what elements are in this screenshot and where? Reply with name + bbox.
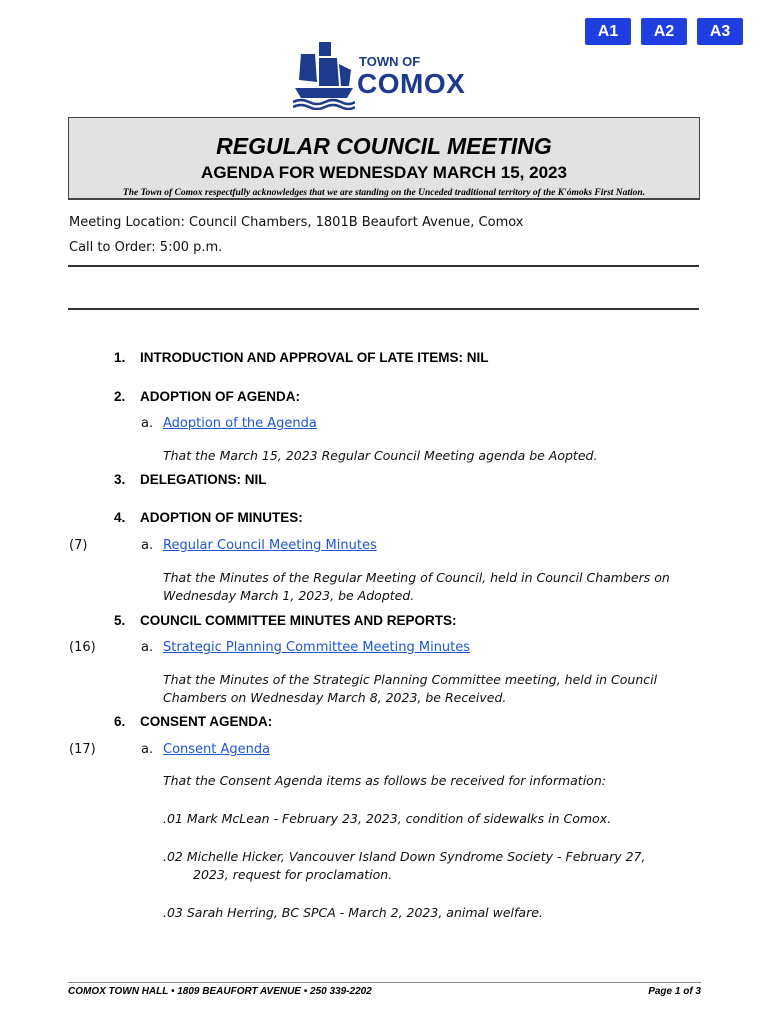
agenda-item-6 (114, 714, 272, 729)
subitem-letter: a. (141, 416, 154, 431)
consent-item: .03 Sarah Herring, BC SPCA - March 2, 2023, animal welfare. (163, 905, 543, 920)
item-number: 3. (114, 472, 126, 487)
consent-item: .02 Michelle Hicker, Vancouver Island Down Syndrome Society - February 27, 2023, request for proclamation. (163, 849, 646, 882)
tab-a1[interactable]: A1 (585, 18, 631, 45)
consent-item: .01 Mark McLean - February 23, 2023, condition of sidewalks in Comox. (163, 811, 612, 826)
motion-text: That the Consent Agenda items as follows be received for information: (163, 773, 606, 788)
item-number: 1. (114, 350, 126, 365)
item-number: 6. (114, 714, 126, 729)
item-title: INTRODUCTION AND APPROVAL OF LATE ITEMS: NIL (140, 350, 489, 365)
regular-council-minutes-link[interactable]: Regular Council Meeting Minutes (163, 538, 377, 553)
agenda-item-3 (114, 472, 267, 487)
land-acknowledgement: The Town of Comox respectfully acknowledges that we are standing on the Unceded traditional territory of the K'ómoks First Nation. (122, 188, 646, 198)
meeting-location: Meeting Location: Council Chambers, 1801B Beaufort Avenue, Comox (69, 215, 524, 230)
tab-a2[interactable]: A2 (641, 18, 687, 45)
page-title: REGULAR COUNCIL MEETING (216, 133, 552, 159)
item-number: 5. (114, 613, 126, 628)
subitem-letter: a. (141, 742, 154, 757)
strategic-planning-minutes-link[interactable]: Strategic Planning Committee Meeting Minutes (163, 640, 471, 655)
item-title: ADOPTION OF AGENDA: (140, 389, 300, 404)
agenda-subitem-5a (141, 640, 470, 655)
item-title: CONSENT AGENDA: (140, 714, 273, 729)
divider (68, 265, 699, 267)
divider (68, 308, 699, 310)
logo-comox: COMOX (357, 68, 466, 99)
footer-divider (68, 982, 701, 983)
item-number: 2. (114, 389, 126, 404)
item-title: DELEGATIONS: NIL (140, 472, 267, 487)
page-number: Page 1 of 3 (648, 986, 701, 997)
agenda-item-2 (114, 389, 300, 404)
agenda-item-1 (114, 350, 489, 365)
motion-text: That the Minutes of the Regular Meeting of Council, held in Council Chambers on Wednesday March 1, 2023, be Adopted. (163, 570, 670, 603)
item-title: COUNCIL COMMITTEE MINUTES AND REPORTS: (140, 613, 457, 628)
town-logo (293, 40, 493, 112)
agenda-date: AGENDA FOR WEDNESDAY MARCH 15, 2023 (201, 163, 567, 182)
footer-address: COMOX TOWN HALL • 1809 BEAUFORT AVENUE • 250 339-2202 (68, 986, 372, 997)
agenda-item-5 (114, 613, 457, 628)
attachment-tabs (585, 18, 743, 45)
agenda-banner (68, 117, 700, 200)
call-to-order: Call to Order: 5:00 p.m. (69, 240, 223, 255)
page-reference: (7) (69, 538, 88, 553)
motion-text: That the March 15, 2023 Regular Council Meeting agenda be Aopted. (163, 448, 598, 463)
consent-agenda-link[interactable]: Consent Agenda (163, 742, 271, 757)
subitem-letter: a. (141, 538, 154, 553)
agenda-subitem-6a (141, 742, 270, 757)
item-title: ADOPTION OF MINUTES: (140, 510, 303, 525)
tab-a3[interactable]: A3 (697, 18, 743, 45)
page-reference: (17) (69, 742, 96, 757)
adoption-of-agenda-link[interactable]: Adoption of the Agenda (163, 416, 317, 431)
page-reference: (16) (69, 640, 96, 655)
agenda-subitem-4a (141, 538, 377, 553)
item-number: 4. (114, 510, 126, 525)
subitem-letter: a. (141, 640, 154, 655)
agenda-item-4 (114, 510, 303, 525)
logo-town-of: TOWN OF (359, 54, 421, 69)
tall-ship-icon (293, 40, 355, 110)
motion-text: That the Minutes of the Strategic Planning Committee meeting, held in Council Chambers on Wednesday March 8, 2023, be Received. (163, 672, 658, 705)
agenda-subitem-2a (141, 416, 317, 431)
